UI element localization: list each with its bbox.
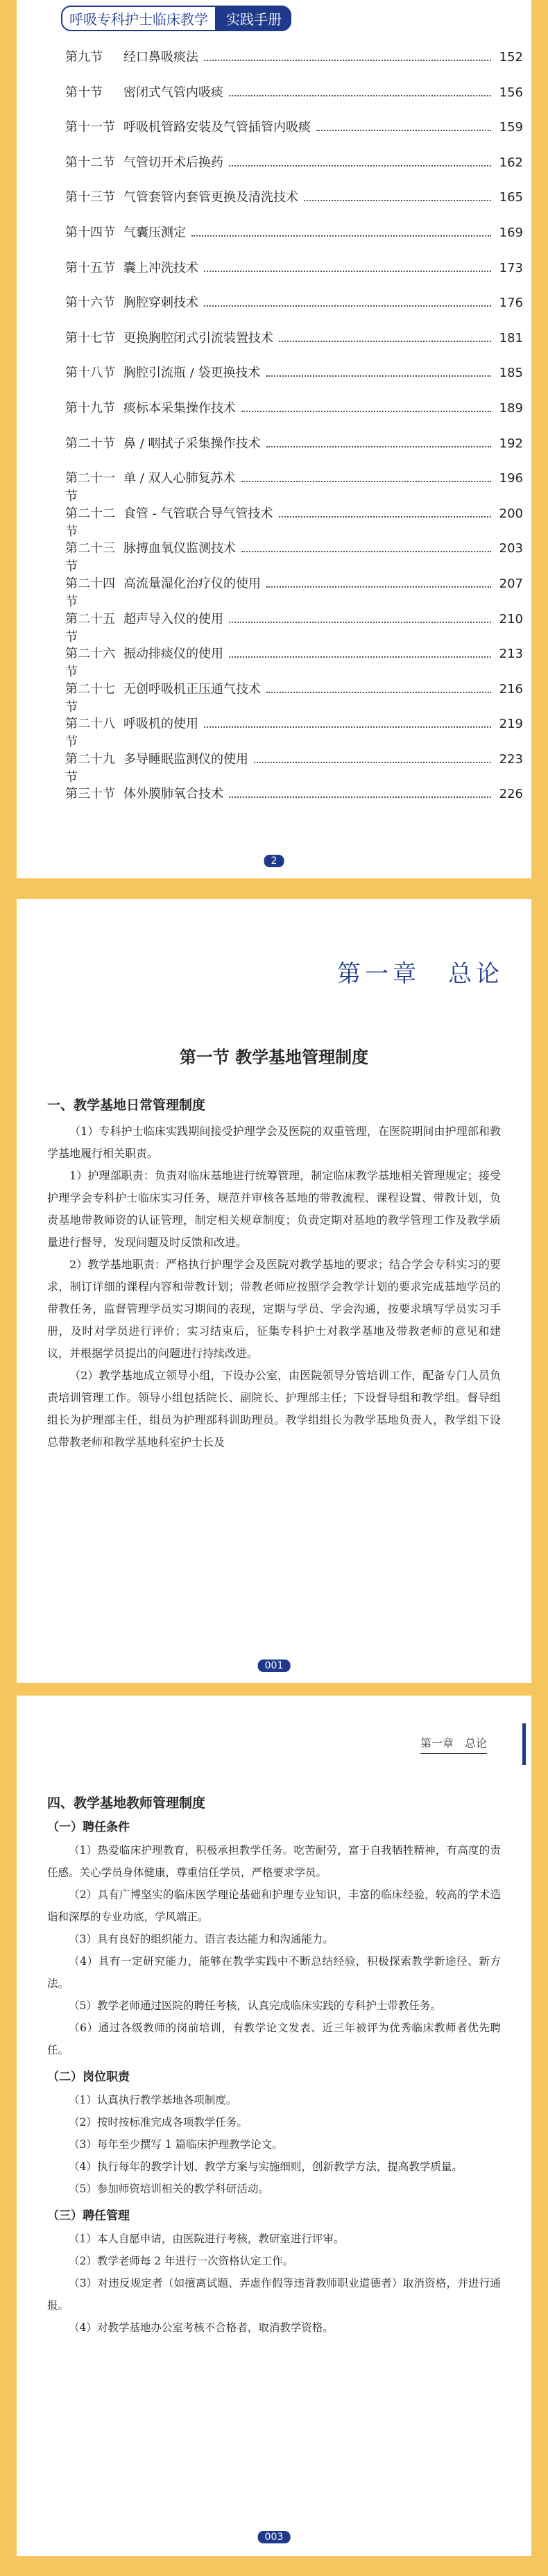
toc-entry-title: 呼吸机的使用	[123, 717, 198, 732]
toc-section-number: 第三十节	[65, 787, 115, 802]
list-item: （1）热爱临床护理教育，积极承担教学任务。吃苦耐劳，富于自我牺牲精神，有高度的责任感。关心学员身体健康，尊重信任学员，严格要求学员。	[47, 1844, 501, 1879]
toc-leader-dots	[241, 411, 491, 412]
toc-section-number: 第二十七节	[65, 681, 115, 715]
toc-entry-title: 胸腔引流瓶 / 袋更换技术	[123, 366, 261, 381]
list-item: （1）认真执行教学基地各项制度。	[69, 2094, 237, 2106]
toc-page-number: 152	[499, 50, 523, 65]
toc-entry-title: 振动排痰仪的使用	[123, 647, 223, 662]
paragraph: （2）教学基地成立领导小组，下设办公室，由医院领导分管培训工作，配备专门人员负责培训管理工作。领导小组包括院长、副院长、护理部主任；下设督导组和教学组。督导组组长为护理部主任，组员为护理部科训助理员。教学组组长为教学基地负责人，教学组下设总带教老师和教学基地科室护士长及	[47, 1369, 501, 1449]
section-body	[47, 1095, 501, 1453]
toc-entry-title: 呼吸机管路安装及气管插管内吸痰	[123, 120, 311, 135]
toc-leader-dots	[316, 130, 491, 131]
toc-entry[interactable]	[65, 714, 523, 749]
toc-section-number: 第二十八节	[65, 717, 115, 750]
list-item: （3）具有良好的组织能力、语言表达能力和沟通能力。	[69, 1933, 334, 1945]
toc-page-number: 223	[499, 751, 523, 767]
toc-leader-dots	[229, 95, 491, 96]
toc-page-number: 226	[499, 787, 523, 802]
toc-section-number: 第十八节	[65, 366, 115, 381]
toc-entry-title: 密闭式气管内吸痰	[123, 85, 223, 100]
list-item: （4）对教学基地办公室考核不合格者，取消教学资格。	[69, 2321, 334, 2334]
toc-entry[interactable]	[65, 117, 523, 153]
toc-entry-title: 单 / 双人心肺复苏术	[123, 471, 236, 486]
section-title: 第一节 教学基地管理制度	[179, 1047, 369, 1067]
toc-leader-dots	[266, 586, 491, 588]
paragraph: （1）专科护士临床实践期间接受护理学会及医院的双重管理，在医院期间由护理部和教学基地履行相关职责。	[47, 1125, 501, 1160]
toc-leader-dots	[266, 692, 491, 693]
toc-page-number: 173	[499, 260, 523, 275]
toc-section-number: 第二十四节	[65, 576, 115, 609]
toc-entry[interactable]	[65, 223, 523, 258]
toc-section-number: 第二十三节	[65, 541, 115, 574]
toc-page-number: 196	[499, 471, 523, 486]
heading: 一、教学基地日常管理制度	[47, 1098, 206, 1113]
toc-page-number: 213	[499, 647, 523, 662]
list-item: （5）参加师资培训相关的教学科研活动。	[69, 2183, 269, 2195]
toc-section-number: 第十九节	[65, 400, 115, 416]
toc-entry-title: 气管切开术后换药	[123, 155, 223, 170]
toc-entry-title: 多导睡眠监测仪的使用	[123, 751, 248, 767]
toc-entry-title: 无创呼吸机正压通气技术	[123, 681, 261, 697]
toc-entry-title: 高流量湿化治疗仪的使用	[123, 576, 261, 591]
toc-page-number: 156	[499, 85, 523, 100]
toc-entry[interactable]	[65, 328, 523, 364]
toc-entry[interactable]	[65, 187, 523, 223]
toc-page	[17, 0, 531, 878]
toc-page-number: 189	[499, 400, 523, 416]
toc-page-number: 200	[499, 506, 523, 521]
toc-page-number: 207	[499, 576, 523, 591]
toc-entry[interactable]	[65, 468, 523, 504]
toc-entry[interactable]	[65, 679, 523, 715]
toc-leader-dots	[304, 200, 491, 201]
toc-page-number: 162	[499, 155, 523, 170]
toc-leader-dots	[279, 341, 491, 342]
subheading: （一）聘任条件	[47, 1820, 130, 1834]
list-item: （6）通过各级教师的岗前培训，有教学论文发表、近三年被评为优秀临床教师者优先聘任。	[47, 2022, 501, 2056]
chapter-title: 第一章 总论	[337, 960, 504, 988]
toc-entry[interactable]	[65, 398, 523, 434]
toc-section-number: 第九节	[65, 50, 103, 65]
toc-entry-title: 经口鼻吸痰法	[123, 50, 198, 65]
side-marker	[522, 1723, 526, 1765]
toc-entry-title: 超声导入仪的使用	[123, 611, 223, 626]
list-item: （2）按时按标准完成各项教学任务。	[69, 2116, 248, 2129]
toc-entry[interactable]	[65, 784, 523, 819]
subheading: （三）聘任管理	[47, 2209, 130, 2223]
chapter-page	[17, 899, 531, 1683]
toc-page-number: 165	[499, 190, 523, 205]
list-item: （2）教学老师每 2 年进行一次资格认定工作。	[69, 2255, 294, 2267]
toc-entry[interactable]	[65, 538, 523, 574]
list-item: （5）教学老师通过医院的聘任考核，认真完成临床实践的专科护士带教任务。	[69, 1999, 441, 2012]
toc-leader-dots	[204, 271, 491, 272]
toc-entry[interactable]	[65, 504, 523, 539]
book-header	[61, 6, 291, 31]
toc-entry[interactable]	[65, 47, 523, 83]
paragraph: 2）教学基地职责：严格执行护理学会及医院对教学基地的要求；结合学会专科实习的要求，制订详细的课程内容和带教计划；带教老师应按照学会教学计划的要求完成基地学员的带教任务，监督管理学员实习期间的表现，定期与学员、学会沟通，按要求填写学员实习手册，及时对学员进行评价；实习结束后，征集专科护士对教学基地及带教老师的意见和建议，并根据学员提出的问题进行持续改进。	[47, 1258, 501, 1360]
toc-leader-dots	[229, 796, 491, 798]
toc-leader-dots	[241, 551, 491, 552]
page-number: 003	[258, 2531, 291, 2543]
toc-entry[interactable]	[65, 644, 523, 679]
toc-page-number: 185	[499, 366, 523, 381]
toc-leader-dots	[204, 305, 491, 307]
toc-section-number: 第十七节	[65, 330, 115, 346]
page-number: 001	[258, 1660, 291, 1672]
toc-section-number: 第十三节	[65, 190, 115, 205]
toc-entry[interactable]	[65, 293, 523, 328]
toc-page-number: 169	[499, 225, 523, 240]
toc-entry-title: 更换胸腔闭式引流装置技术	[123, 330, 273, 346]
toc-page-number: 216	[499, 681, 523, 697]
toc-entry[interactable]	[65, 574, 523, 609]
toc-section-number: 第二十一节	[65, 471, 115, 504]
list-item: （3）每年至少撰写 1 篇临床护理教学论文。	[69, 2138, 283, 2151]
paragraph: 1）护理部职责：负责对临床基地进行统筹管理，制定临床教学基地相关管理规定；接受护理学会专科护士临床实习任务，规范并审核各基地的带教流程、课程设置、带教计划，负责基地带教师资的认证管理，制定相关规章制度；负责定期对基地的教学管理工作及教学质量进行督导，发现问题及时反馈和改进。	[47, 1169, 501, 1249]
list-item: （4）执行每年的教学计划、教学方案与实施细则，创新教学方法，提高教学质量。	[69, 2160, 463, 2173]
book-tag: 实践手册	[216, 6, 291, 31]
toc-entry[interactable]	[65, 749, 523, 785]
list-item: （4）具有一定研究能力，能够在教学实践中不断总结经验，积极探索教学新途径、新方法。	[47, 1955, 501, 1990]
toc-leader-dots	[204, 726, 491, 728]
toc-section-number: 第十五节	[65, 260, 115, 275]
toc-page-number: 181	[499, 330, 523, 346]
toc-entry-title: 痰标本采集操作技术	[123, 400, 236, 416]
toc-list	[65, 47, 523, 819]
toc-section-number: 第十节	[65, 85, 103, 100]
toc-leader-dots	[241, 481, 491, 482]
toc-entry[interactable]	[65, 363, 523, 398]
toc-section-number: 第十一节	[65, 120, 115, 135]
toc-entry-title: 胸腔穿刺技术	[123, 296, 198, 311]
heading: 四、教学基地教师管理制度	[47, 1795, 206, 1811]
toc-leader-dots	[191, 235, 491, 237]
toc-leader-dots	[266, 446, 491, 447]
toc-leader-dots	[204, 60, 491, 61]
toc-leader-dots	[254, 762, 491, 763]
toc-entry[interactable]	[65, 83, 523, 118]
list-item: （2）具有广博坚实的临床医学理论基础和护理专业知识，丰富的临床经验，较高的学术造诣和深厚的专业功底，学风端正。	[47, 1888, 501, 1923]
toc-leader-dots	[266, 375, 491, 377]
subheading: （二）岗位职责	[47, 2070, 130, 2084]
toc-leader-dots	[229, 622, 491, 623]
toc-section-number: 第十六节	[65, 296, 115, 311]
toc-leader-dots	[229, 656, 491, 658]
toc-entry[interactable]	[65, 258, 523, 293]
toc-page-number: 219	[499, 717, 523, 732]
running-header: 第一章 总论	[420, 1734, 487, 1754]
toc-section-number: 第二十五节	[65, 611, 115, 645]
toc-section-number: 第二十二节	[65, 506, 115, 539]
list-item: （1）本人自愿申请，由医院进行考核，教研室进行评审。	[69, 2233, 345, 2245]
toc-leader-dots	[279, 516, 491, 518]
toc-page-number: 176	[499, 296, 523, 311]
toc-entry-title: 鼻 / 咽拭子采集操作技术	[123, 436, 261, 451]
toc-section-number: 第二十节	[65, 436, 115, 451]
page-number: 2	[264, 855, 284, 867]
toc-entry[interactable]	[65, 434, 523, 469]
toc-page-number: 159	[499, 120, 523, 135]
toc-page-number: 210	[499, 611, 523, 626]
list-item: （3）对违反规定者（如擅离试题、弄虚作假等违背教师职业道德者）取消资格，并进行通报。	[47, 2277, 501, 2312]
toc-entry-title: 食管 - 气管联合导气管技术	[123, 506, 273, 521]
toc-entry-title: 脉搏血氧仪监测技术	[123, 541, 236, 556]
toc-entry-title: 气管套管内套管更换及清洗技术	[123, 190, 298, 205]
toc-entry-title: 气囊压测定	[123, 225, 186, 240]
toc-entry-title: 体外膜肺氧合技术	[123, 787, 223, 802]
toc-section-number: 第二十九节	[65, 751, 115, 785]
toc-page-number: 192	[499, 436, 523, 451]
toc-leader-dots	[229, 165, 491, 167]
toc-section-number: 第十二节	[65, 155, 115, 170]
toc-section-number: 第十四节	[65, 225, 115, 240]
content-page	[17, 1696, 531, 2556]
book-title: 呼吸专科护士临床教学	[61, 6, 216, 31]
section-body	[47, 1793, 501, 2339]
toc-entry-title: 囊上冲洗技术	[123, 260, 198, 275]
toc-section-number: 第二十六节	[65, 647, 115, 680]
toc-page-number: 203	[499, 541, 523, 556]
toc-entry[interactable]	[65, 153, 523, 188]
toc-entry[interactable]	[65, 609, 523, 645]
